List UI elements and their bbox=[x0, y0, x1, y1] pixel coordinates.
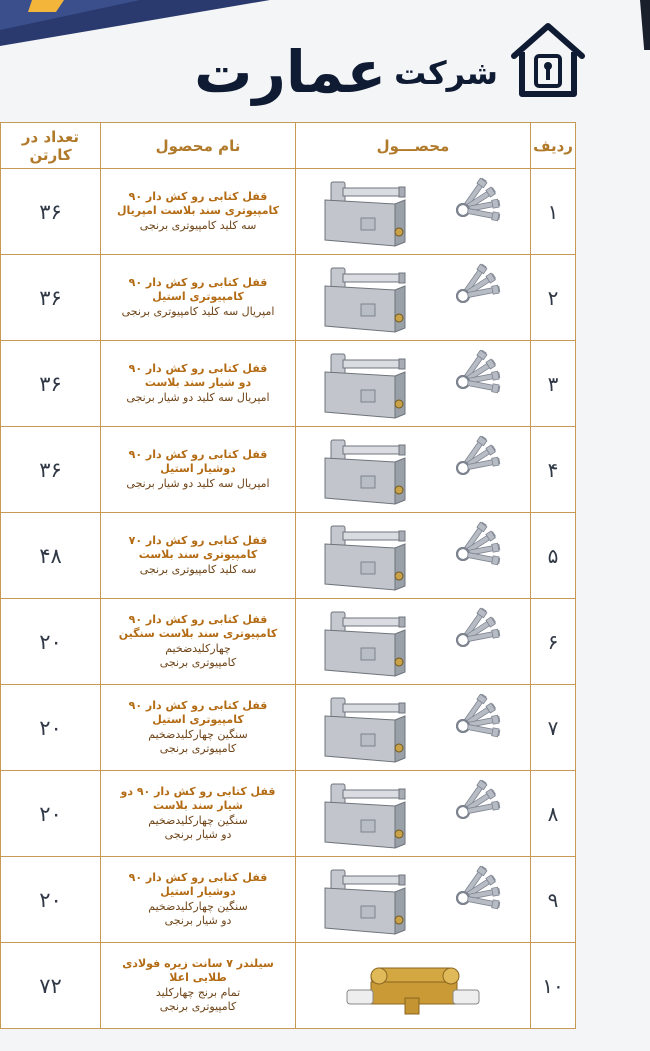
product-name-line: کامپیوتری سند بلاست امپریال bbox=[116, 204, 280, 218]
product-name-line: سنگین چهارکلیدضخیم bbox=[148, 813, 248, 827]
product-name bbox=[101, 685, 296, 771]
product-name-line: کامپیوتری برنجی bbox=[159, 655, 237, 669]
table-row bbox=[1, 771, 576, 857]
product-name bbox=[101, 341, 296, 427]
carton-count: ۷۲ bbox=[1, 943, 101, 1029]
row-index: ۹ bbox=[531, 857, 576, 943]
carton-count: ۳۶ bbox=[1, 169, 101, 255]
product-name-line: کامپیوتری استیل bbox=[152, 290, 244, 304]
product-image bbox=[296, 513, 531, 599]
product-image bbox=[296, 771, 531, 857]
product-name-line: تمام برنج چهارکلید bbox=[155, 985, 241, 999]
row-index: ۱۰ bbox=[531, 943, 576, 1029]
product-name-line: کامپیوتری سند بلاست سنگین bbox=[118, 627, 278, 641]
product-name-line: کامپیوتری سند بلاست bbox=[138, 548, 258, 562]
brand-main-text: عمارت bbox=[194, 38, 387, 106]
product-name-line: دوشیار استیل bbox=[160, 462, 236, 476]
brand-sub-text: شرکت bbox=[394, 54, 498, 92]
carton-count: ۲۰ bbox=[1, 857, 101, 943]
product-name-line: دو شیار برنجی bbox=[164, 827, 232, 841]
row-index: ۳ bbox=[531, 341, 576, 427]
product-name-line: قفل کتابی رو کش دار ۹۰ bbox=[128, 276, 268, 290]
product-name-line: قفل کتابی رو کش دار ۹۰ دو bbox=[120, 784, 276, 798]
product-name-line: سنگین چهارکلیدضخیم bbox=[148, 899, 248, 913]
product-image bbox=[296, 943, 531, 1029]
product-name bbox=[101, 169, 296, 255]
table-row bbox=[1, 169, 576, 255]
product-image bbox=[296, 685, 531, 771]
product-name bbox=[101, 599, 296, 685]
table-row bbox=[1, 599, 576, 685]
product-name-line: قفل کتابی رو کش دار ۹۰ bbox=[128, 698, 268, 712]
table-row bbox=[1, 513, 576, 599]
product-name bbox=[101, 513, 296, 599]
product-name-line: دو شیار برنجی bbox=[164, 913, 232, 927]
row-index: ۱ bbox=[531, 169, 576, 255]
product-name-line: قفل کتابی رو کش دار ۹۰ bbox=[128, 612, 268, 626]
row-index: ۵ bbox=[531, 513, 576, 599]
product-name-line: سنگین چهارکلیدضخیم bbox=[148, 727, 248, 741]
table-row bbox=[1, 857, 576, 943]
product-name-line: چهارکلیدضخیم bbox=[165, 641, 231, 655]
product-name-line: سه کلید کامپیوتری برنجی bbox=[139, 562, 257, 576]
carton-count: ۳۶ bbox=[1, 341, 101, 427]
product-image bbox=[296, 599, 531, 685]
product-image bbox=[296, 255, 531, 341]
product-name bbox=[101, 857, 296, 943]
carton-count: ۳۶ bbox=[1, 427, 101, 513]
product-name-line: سه کلید کامپیوتری برنجی bbox=[139, 218, 257, 232]
table-row bbox=[1, 341, 576, 427]
house-with-keyhole-icon bbox=[506, 16, 590, 100]
product-name-line: دو شیار سند بلاست bbox=[144, 376, 252, 390]
product-name-line: کامپیوتری برنجی bbox=[159, 999, 237, 1013]
company-name bbox=[108, 26, 498, 106]
product-name-line: سیلندر ۷ سانت زیره فولادی bbox=[122, 956, 274, 970]
product-table bbox=[0, 122, 576, 1029]
row-index: ۲ bbox=[531, 255, 576, 341]
table-header-row bbox=[1, 123, 576, 169]
product-name-line: کامپیوتری استیل bbox=[152, 713, 244, 727]
product-name-line: کامپیوتری برنجی bbox=[159, 741, 237, 755]
table-row bbox=[1, 685, 576, 771]
carton-count: ۲۰ bbox=[1, 771, 101, 857]
page-header bbox=[0, 0, 650, 118]
product-name-line: قفل کتابی رو کش دار ۹۰ bbox=[128, 448, 268, 462]
row-index: ۷ bbox=[531, 685, 576, 771]
carton-count: ۳۶ bbox=[1, 255, 101, 341]
product-name-line: طلایی اعلا bbox=[169, 971, 227, 985]
carton-count: ۴۸ bbox=[1, 513, 101, 599]
carton-count: ۲۰ bbox=[1, 599, 101, 685]
product-name-line: قفل کتابی رو کش دار ۹۰ bbox=[128, 190, 268, 204]
header-product: محصـــول bbox=[296, 123, 531, 169]
product-name bbox=[101, 943, 296, 1029]
row-index: ۸ bbox=[531, 771, 576, 857]
header-index: ردیف bbox=[531, 123, 576, 169]
product-name-line: قفل کتابی رو کش دار ۹۰ bbox=[128, 362, 268, 376]
product-name-line: قفل کتابی رو کش دار ۹۰ bbox=[128, 870, 268, 884]
row-index: ۴ bbox=[531, 427, 576, 513]
product-name bbox=[101, 255, 296, 341]
product-image bbox=[296, 427, 531, 513]
product-name-line: شیار سند بلاست bbox=[152, 799, 244, 813]
product-name-line: قفل کتابی رو کش دار ۷۰ bbox=[128, 534, 268, 548]
table-row bbox=[1, 943, 576, 1029]
header-name: نام محصول bbox=[101, 123, 296, 169]
product-name-line: دوشیار استیل bbox=[160, 885, 236, 899]
row-index: ۶ bbox=[531, 599, 576, 685]
header-count: تعداد در کارتن bbox=[1, 123, 101, 169]
product-image bbox=[296, 857, 531, 943]
product-image bbox=[296, 341, 531, 427]
carton-count: ۲۰ bbox=[1, 685, 101, 771]
product-name-line: امپریال سه کلید دو شیار برنجی bbox=[126, 390, 270, 404]
product-name bbox=[101, 427, 296, 513]
product-image bbox=[296, 169, 531, 255]
product-name-line: امپریال سه کلید دو شیار برنجی bbox=[126, 476, 270, 490]
product-name bbox=[101, 771, 296, 857]
table-row bbox=[1, 255, 576, 341]
table-row bbox=[1, 427, 576, 513]
product-name-line: امپریال سه کلید کامپیوتری برنجی bbox=[121, 304, 275, 318]
